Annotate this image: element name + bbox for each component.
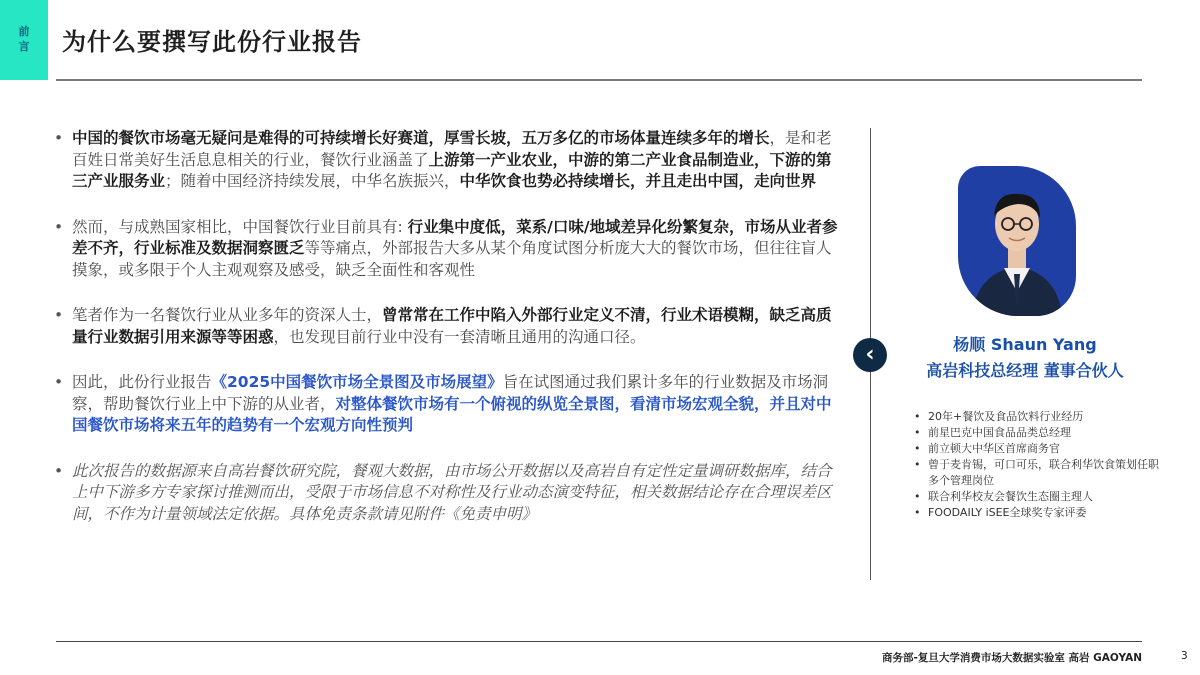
bio-item: • 曾于麦肯锡，可口可乐，联合利华饮食策划任职多个管理岗位 [914,457,1164,489]
title-divider [56,79,1142,81]
bio-item: • 前星巴克中国食品品类总经理 [914,425,1164,441]
paragraph-1: • 中国的餐饮市场毫无疑问是难得的可持续增长好赛道，厚雪长坡，五万多亿的市场体量连续多年的增长，是和老百姓日常美好生活息息相关的行业，餐饮行业涵盖了上游第一产业农业，中游的第二产业食品制造业，下游的第三产业服务业；随着中国经济持续发展，中华名族振兴，中华饮食也势必持续增长，并且走出中国，走向世界 [52,128,842,193]
footer-text: 商务部-复旦大学消费市场大数据实验室 高岩 GAOYAN [882,652,1142,664]
paragraph-3: • 笔者作为一名餐饮行业从业多年的资深人士，曾常常在工作中陷入外部行业定义不清，行业术语模糊，缺乏高质量行业数据引用来源等等困惑，也发现目前行业中没有一套清晰且通用的沟通口径。 [52,305,842,348]
bio-item: • 联合利华校友会餐饮生态圈主理人 [914,489,1164,505]
paragraph-4: • 因此，此份行业报告《2025中国餐饮市场全景图及市场展望》旨在试图通过我们累计多年的行业数据及市场洞察，帮助餐饮行业上中下游的从业者，对整体餐饮市场有一个俯视的纵览全景图，看清市场宏观全貌，并且对中国餐饮市场将来五年的趋势有一个宏观方向性预判 [52,372,842,437]
profile-photo [958,166,1076,316]
bio-item: • FOODAILY iSEE全球奖专家评委 [914,505,1164,521]
chevron-left-icon[interactable]: ‹ [853,338,887,372]
bio-item: • 20年+餐饮及食品饮料行业经历 [914,409,1164,425]
profile-role: 高岩科技总经理 董事合伙人 [926,361,1124,380]
profile-bio-list [914,409,1164,521]
paragraph-2: • 然而，与成熟国家相比，中国餐饮行业目前具有: 行业集中度低，菜系/口味/地域差异化纷繁复杂，市场从业者参差不齐，行业标准及数据洞察匮乏等等痛点，外部报告大多从某个角度试图分析庞大大的餐饮市场，但往往盲人摸象，或多限于个人主观观察及感受，缺乏全面性和客观性 [52,217,842,282]
section-tag [0,0,48,80]
bio-item: • 前立顿大中华区首席商务官 [914,441,1164,457]
profile-name: 杨顺 Shaun Yang [953,335,1097,354]
page-number: 3 [1181,650,1188,662]
disclaimer-paragraph: • 此次报告的数据源来自高岩餐饮研究院，餐观大数据，由市场公开数据以及高岩自有定性定量调研数据库，结合上中下游多方专家探讨推测而出，受限于市场信息不对称性及行业动态演变特征，相关数据结论存在合理误差区间，不作为计量领域法定依据。具体免责条款请见附件《免责申明》 [52,461,842,526]
footer-divider [56,641,1142,642]
page-title: 为什么要撰写此份行业报告 [62,28,362,56]
section-tag-label: 前言 [18,25,30,53]
main-content [52,128,842,549]
